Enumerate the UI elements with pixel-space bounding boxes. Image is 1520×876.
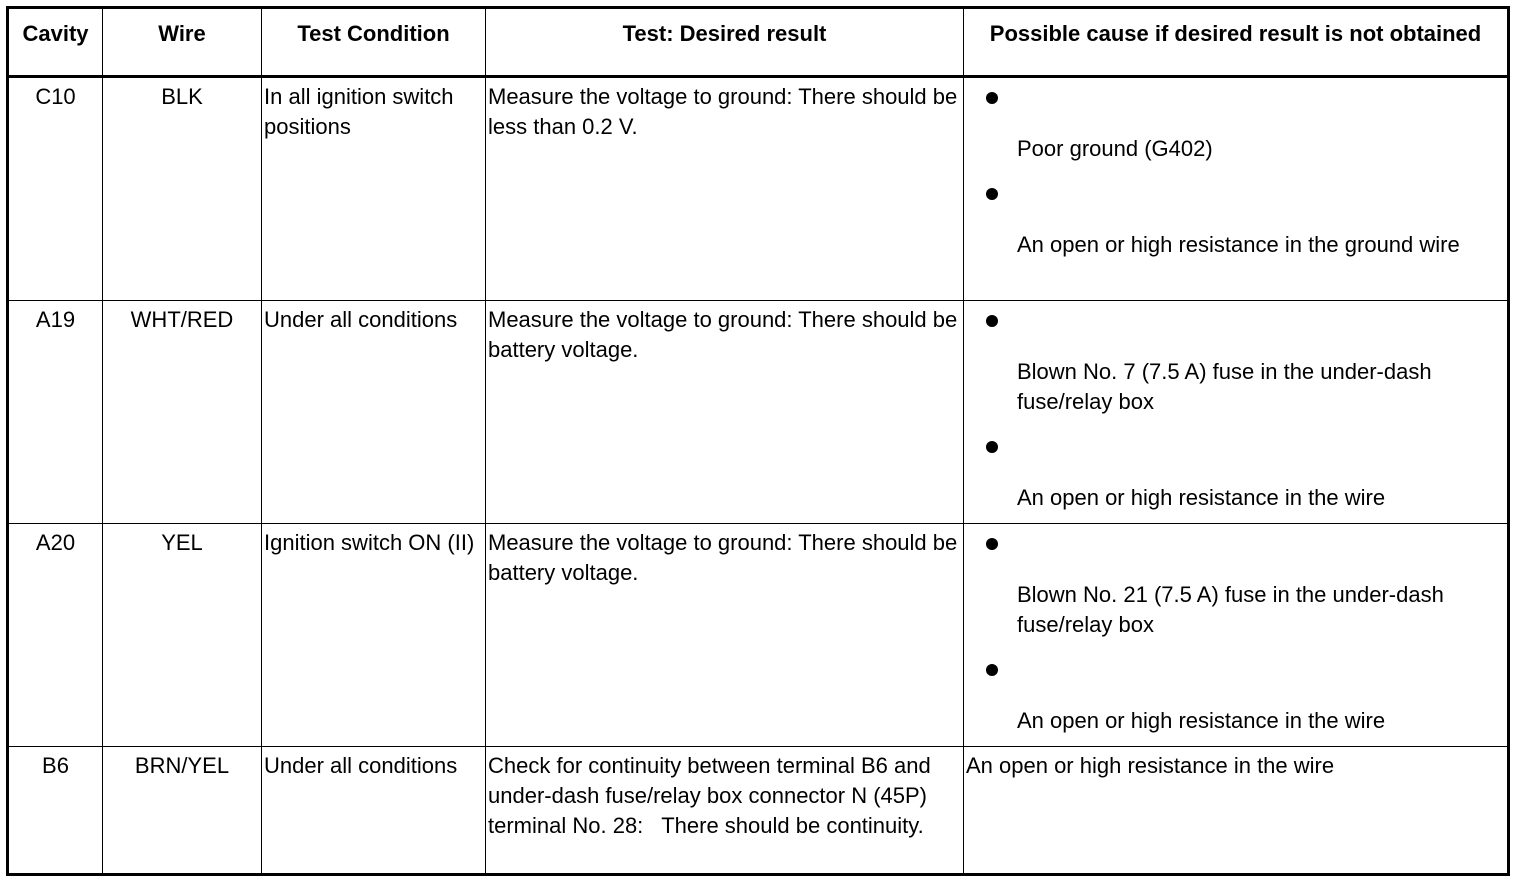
condition-cell: Under all conditions: [262, 747, 486, 875]
test-cell: Measure the voltage to ground: There should be battery voltage.: [486, 301, 964, 524]
header-row: [8, 8, 1509, 77]
header-possible-cause: Possible cause if desired result is not obtained: [964, 8, 1509, 77]
cause-item: [966, 528, 1505, 640]
cavity-cell: A19: [8, 301, 103, 524]
bullet-icon: [986, 441, 998, 453]
header-cavity: Cavity: [8, 8, 103, 77]
header-wire: Wire: [103, 8, 262, 77]
cause-cell: [964, 524, 1509, 747]
condition-cell: In all ignition switch positions: [262, 77, 486, 301]
table-row: [8, 301, 1509, 524]
table-row: [8, 524, 1509, 747]
test-cell: Measure the voltage to ground: There should be less than 0.2 V.: [486, 77, 964, 301]
test-cell: Measure the voltage to ground: There should be battery voltage.: [486, 524, 964, 747]
cause-item: [966, 654, 1505, 736]
cause-text: Blown No. 21 (7.5 A) fuse in the under-dash fuse/relay box: [1017, 582, 1444, 637]
header-test-condition: Test Condition: [262, 8, 486, 77]
cause-cell: [964, 77, 1509, 301]
table-row: [8, 747, 1509, 875]
cause-cell: [964, 301, 1509, 524]
cause-list: [966, 305, 1505, 513]
wire-cell: BRN/YEL: [103, 747, 262, 875]
header-test-desired-result: Test: Desired result: [486, 8, 964, 77]
diagnostic-table: [6, 6, 1510, 876]
cause-text: An open or high resistance in the wire: [1017, 708, 1386, 733]
bullet-icon: [986, 315, 998, 327]
cause-list: [966, 528, 1505, 736]
cause-item: [966, 178, 1505, 260]
cause-item: [966, 431, 1505, 513]
cause-list: [966, 82, 1505, 260]
bullet-icon: [986, 664, 998, 676]
wire-cell: WHT/RED: [103, 301, 262, 524]
cavity-cell: A20: [8, 524, 103, 747]
wire-cell: BLK: [103, 77, 262, 301]
cavity-cell: B6: [8, 747, 103, 875]
wire-cell: YEL: [103, 524, 262, 747]
cavity-cell: C10: [8, 77, 103, 301]
cause-text: Blown No. 7 (7.5 A) fuse in the under-dash fuse/relay box: [1017, 359, 1432, 414]
cause-text: An open or high resistance in the ground wire: [1017, 232, 1460, 257]
bullet-icon: [986, 92, 998, 104]
table-row: [8, 77, 1509, 301]
bullet-icon: [986, 188, 998, 200]
cause-text: Poor ground (G402): [1017, 136, 1213, 161]
condition-cell: Ignition switch ON (II): [262, 524, 486, 747]
cause-item: [966, 305, 1505, 417]
test-cell: Check for continuity between terminal B6 and under-dash fuse/relay box connector N (45P) terminal No. 28: There should be continuity.: [486, 747, 964, 875]
condition-cell: Under all conditions: [262, 301, 486, 524]
cause-item: [966, 82, 1505, 164]
bullet-icon: [986, 538, 998, 550]
cause-cell: An open or high resistance in the wire: [964, 747, 1509, 875]
cause-text: An open or high resistance in the wire: [1017, 485, 1386, 510]
